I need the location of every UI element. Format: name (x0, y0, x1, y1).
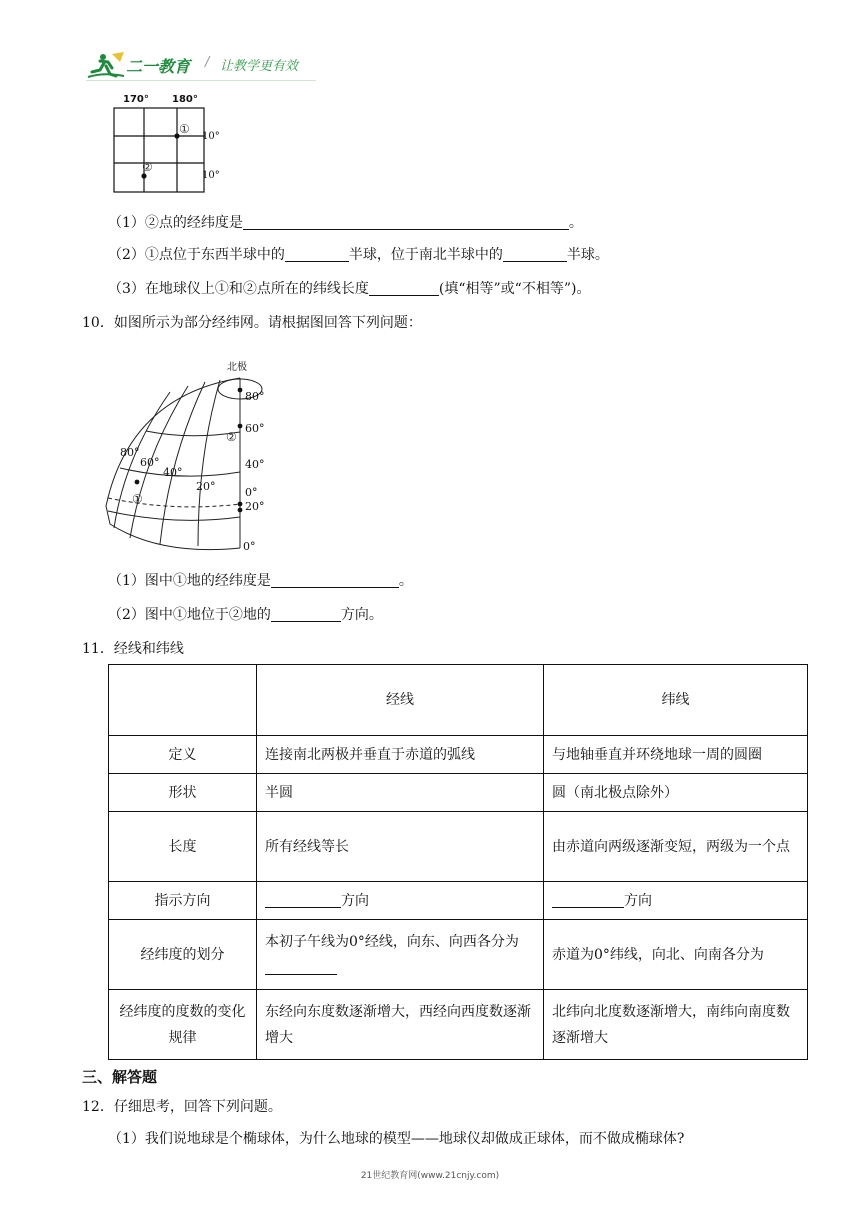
lat-20-dot (238, 508, 243, 513)
q12-part1: （1）我们说地球是个椭球体，为什么地球的模型——地球仪却做成正球体，而不做成椭球体? (108, 1131, 685, 1147)
table-cell: 连接南北两极并垂直于赤道的弧线 (257, 736, 544, 774)
answer-blank[interactable] (503, 247, 567, 262)
globe-label-80-left: 80° (120, 446, 140, 459)
globe-label-40-right: 40° (245, 458, 265, 471)
header-rule (86, 80, 316, 81)
table-row (109, 774, 808, 812)
section-title: 三、解答题 (82, 1068, 158, 1086)
globe-label-60-left: 60° (140, 456, 160, 469)
table-cell: 方向 (544, 882, 808, 920)
lat-0-dot (238, 502, 243, 507)
table-row-label: 长度 (109, 812, 257, 882)
table-row (109, 990, 808, 1060)
grid-point-1-label: ① (179, 122, 190, 136)
header-divider: / (205, 55, 210, 70)
brand-name: 二一教育 (126, 57, 191, 76)
table-cell: 半圆 (257, 774, 544, 812)
table-row (109, 882, 808, 920)
table-cell: 赤道为0°纬线，向北、向南各分为 (544, 920, 808, 990)
runner-logo-icon (86, 50, 126, 80)
answer-blank[interactable] (285, 247, 349, 262)
point-2-dot (141, 173, 146, 178)
table-cell: 方向 (257, 882, 544, 920)
q12-stem: 12．仔细思考，回答下列问题。 (82, 1099, 282, 1115)
table-cell: 与地轴垂直并环绕地球一周的圆圈 (544, 736, 808, 774)
answer-blank[interactable] (265, 893, 341, 908)
globe-label-20-left: 20° (196, 480, 216, 493)
q10-part1: （1）图中①地的经纬度是 。 (108, 573, 413, 589)
header-slogan: 让教学更有效 (220, 59, 299, 74)
north-pole-label: 北极 (227, 362, 247, 373)
point-1-dot (135, 480, 140, 485)
meridian-parallel-table (108, 664, 808, 1060)
page-footer: 21世纪教育网(www.21cnjy.com) (360, 1171, 500, 1181)
grid-lon-label-170: 170° (123, 94, 149, 105)
table-cell: 圆（南北极点除外） (544, 774, 808, 812)
grid-lat-label-bottom: 10° (202, 170, 220, 181)
q9-part3: （3）在地球仪上①和②点所在的纬线长度 (填“相等”或“不相等”)。 (108, 281, 591, 297)
q9-part2: （2）①点位于东西半球中的 半球，位于南北半球中的 半球。 (108, 247, 609, 263)
grid-lat-label-top: 10° (202, 131, 220, 142)
table-row-label: 形状 (109, 774, 257, 812)
q10-stem: 10．如图所示为部分经纬网。请根据图回答下列问题： (82, 315, 422, 331)
table-header-cell (109, 665, 257, 736)
answer-blank[interactable] (369, 281, 439, 296)
table-row-label: 经纬度的划分 (109, 920, 257, 990)
table-row-label: 定义 (109, 736, 257, 774)
globe-point-1-label: ① (132, 492, 143, 506)
answer-blank[interactable] (552, 893, 624, 908)
answer-blank[interactable] (243, 215, 569, 230)
q9-part1: （1）②点的经纬度是 。 (108, 215, 583, 231)
header-logo (86, 50, 126, 80)
globe-label-20-right: 20° (245, 500, 265, 513)
table-row-label: 指示方向 (109, 882, 257, 920)
table-header-cell: 经线 (257, 665, 544, 736)
table-row (109, 920, 808, 990)
grid-point-2-label: ② (142, 160, 153, 174)
answer-blank[interactable] (271, 607, 341, 622)
pole-dot (238, 388, 243, 393)
table-cell: 由赤道向两级逐渐变短，两级为一个点 (544, 812, 808, 882)
table-cell: 东经向东度数逐渐增大，西经向西度数逐渐增大 (257, 990, 544, 1060)
q10-part2: （2）图中①地位于②地的 方向。 (108, 607, 383, 623)
table-cell: 所有经线等长 (257, 812, 544, 882)
globe-label-0-bottom: 0° (243, 540, 256, 553)
table-row-label: 经纬度的度数的变化规律 (109, 990, 257, 1060)
answer-blank[interactable] (265, 960, 337, 975)
table-header-cell: 纬线 (544, 665, 808, 736)
table-header-row (109, 665, 808, 736)
table-cell: 本初子午线为0°经线，向东、向西各分为 (257, 920, 544, 990)
globe-label-60-right: 60° (245, 422, 265, 435)
lat-60-dot (238, 424, 243, 429)
globe-label-40-left: 40° (163, 466, 183, 479)
answer-blank[interactable] (271, 573, 399, 588)
globe-label-0-right: 0° (245, 486, 258, 499)
globe-label-80-right: 80° (245, 390, 265, 403)
grid-lon-label-180: 180° (172, 94, 198, 105)
table-cell: 北纬向北度数逐渐增大，南纬向南度数逐渐增大 (544, 990, 808, 1060)
table-row (109, 812, 808, 882)
q11-stem: 11．经线和纬线 (82, 641, 184, 657)
table-row (109, 736, 808, 774)
globe-point-2-label: ② (226, 430, 237, 444)
